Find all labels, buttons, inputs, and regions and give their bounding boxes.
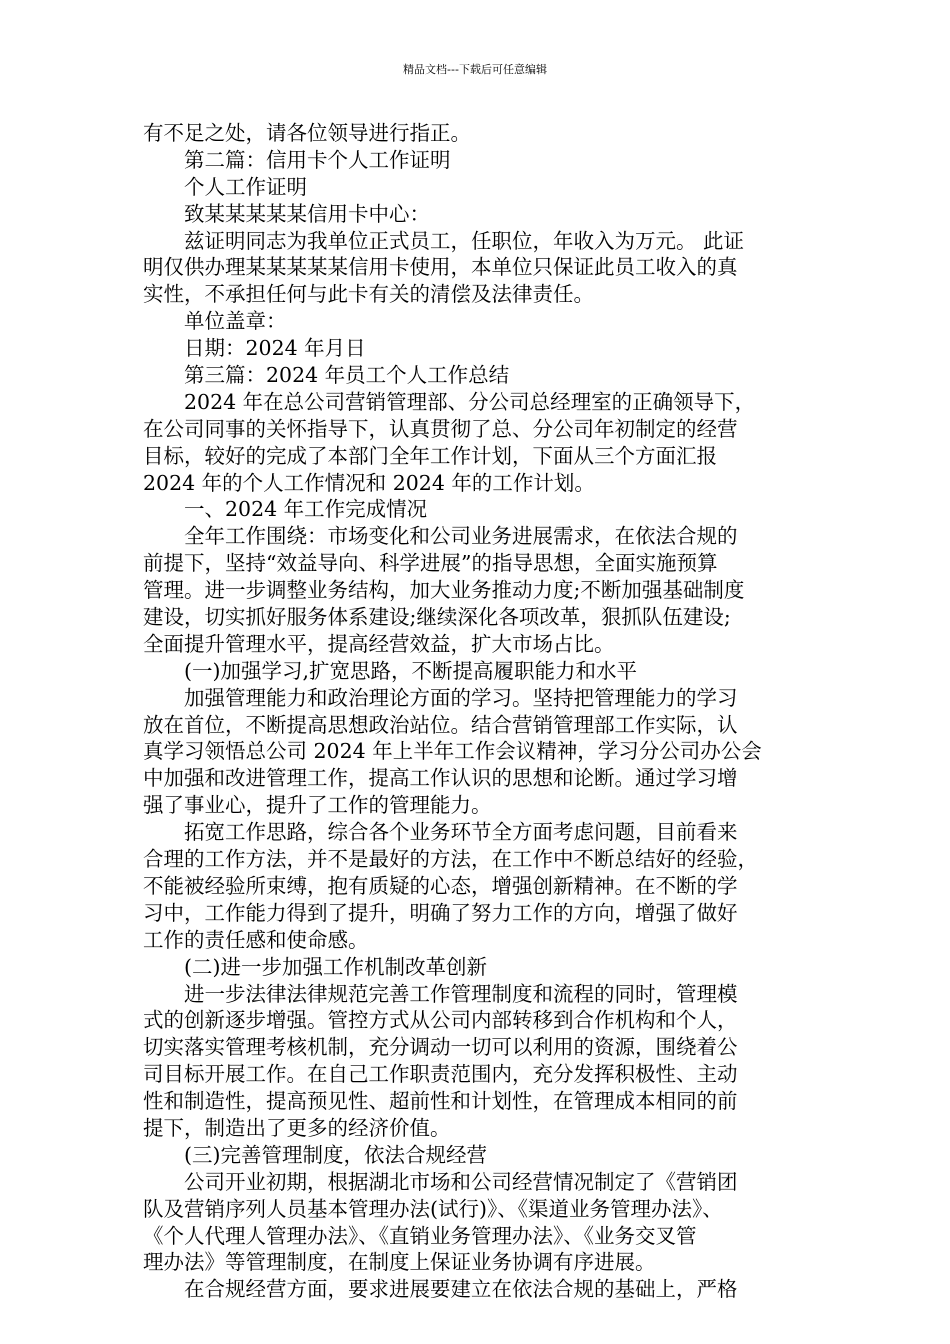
text-line: 合理的工作方法，并不是最好的方法，在工作中不断总结好的经验， (143, 847, 758, 872)
text-line: 有不足之处，请各位领导进行指正。 (143, 121, 471, 145)
text-line: (二)进一步加强工作机制改革创新 (143, 954, 487, 979)
text-line: 建设，切实抓好服务体系建设;继续深化各项改革，狠抓队伍建设; (143, 605, 731, 630)
text-line: 切实落实管理考核机制，充分调动一切可以利用的资源，围绕着公 (143, 1035, 738, 1060)
text-line: 真学习领悟总公司 2024 年上半年工作会议精神，学习分公司办公会 (143, 739, 762, 764)
text-line: 2024 年在总公司营销管理部、分公司总经理室的正确领导下， (143, 389, 756, 414)
text-line: 第三篇：2024 年员工个人工作总结 (143, 363, 510, 388)
text-line: (三)完善管理制度，依法合规经营 (143, 1142, 487, 1167)
text-line: 单位盖章： (143, 309, 287, 334)
text-line: 日期：2024 年月日 (143, 336, 366, 361)
text-line: 习中，工作能力得到了提升，明确了努力工作的方向，增强了做好 (143, 900, 738, 925)
text-line: 强了事业心，提升了工作的管理能力。 (143, 793, 492, 818)
text-line: 工作的责任感和使命感。 (143, 927, 369, 952)
text-line: 管理。进一步调整业务结构，加大业务推动力度;不断加强基础制度 (143, 578, 745, 603)
text-line: 第二篇：信用卡个人工作证明 (143, 147, 451, 172)
text-line: 2024 年的个人工作情况和 2024 年的工作计划。 (143, 470, 595, 495)
text-line: 明仅供办理某某某某某信用卡使用，本单位只保证此员工收入的真 (143, 255, 738, 280)
text-line: 队及营销序列人员基本管理办法(试行)》、《渠道业务管理办法》、 (143, 1196, 723, 1221)
document-body (143, 120, 808, 1303)
text-line: 全面提升管理水平，提高经营效益，扩大市场占比。 (143, 631, 615, 656)
text-line: 致某某某某某信用卡中心： (143, 201, 430, 226)
text-line: 中加强和改进管理工作，提高工作认识的思想和论断。通过学习增 (143, 766, 738, 791)
page-header: 精品文档---下载后可任意编辑 (403, 63, 547, 76)
text-line: 在公司同事的关怀指导下，认真贯彻了总、分公司年初制定的经营 (143, 416, 738, 441)
text-line: 一、2024 年工作完成情况 (143, 497, 428, 522)
text-line: 理办法》等管理制度，在制度上保证业务协调有序进展。 (143, 1250, 656, 1275)
text-line: 拓宽工作思路，综合各个业务环节全方面考虑问题，目前看来 (143, 820, 738, 845)
text-line: 司目标开展工作。在自己工作职责范围内，充分发挥积极性、主动 (143, 1062, 738, 1087)
text-line: 不能被经验所束缚，抱有质疑的心态，增强创新精神。在不断的学 (143, 873, 738, 898)
text-line: 进一步法律法律规范完善工作管理制度和流程的同时，管理模 (143, 981, 738, 1006)
text-line: 在合规经营方面，要求进展要建立在依法合规的基础上，严格 (143, 1277, 738, 1302)
text-line: 式的创新逐步增强。管控方式从公司内部转移到合作机构和个人， (143, 1008, 738, 1033)
text-line: 性和制造性，提高预见性、超前性和计划性，在管理成本相同的前 (143, 1089, 738, 1114)
text-line: 目标，较好的完成了本部门全年工作计划，下面从三个方面汇报 (143, 443, 717, 468)
text-line: 实性，不承担任何与此卡有关的清偿及法律责任。 (143, 282, 594, 307)
text-line: 提下，制造出了更多的经济价值。 (143, 1115, 451, 1140)
text-line: 前提下，坚持“效益导向、科学进展”的指导思想，全面实施预算 (143, 551, 718, 576)
text-line: 放在首位，不断提高思想政治站位。结合营销管理部工作实际，认 (143, 712, 738, 737)
text-line: (一)加强学习,扩宽思路，不断提高履职能力和水平 (143, 658, 638, 683)
text-line: 个人工作证明 (143, 174, 307, 199)
text-line: 《个人代理人管理办法》、《直销业务管理办法》、《业务交叉管 (143, 1223, 697, 1248)
text-line: 加强管理能力和政治理论方面的学习。坚持把管理能力的学习 (143, 685, 738, 710)
text-line: 兹证明同志为我单位正式员工，任职位，年收入为万元。 此证 (143, 228, 745, 253)
text-line: 公司开业初期，根据湖北市场和公司经营情况制定了《营销团 (143, 1169, 738, 1194)
text-line: 全年工作围绕：市场变化和公司业务进展需求，在依法合规的 (143, 524, 738, 549)
